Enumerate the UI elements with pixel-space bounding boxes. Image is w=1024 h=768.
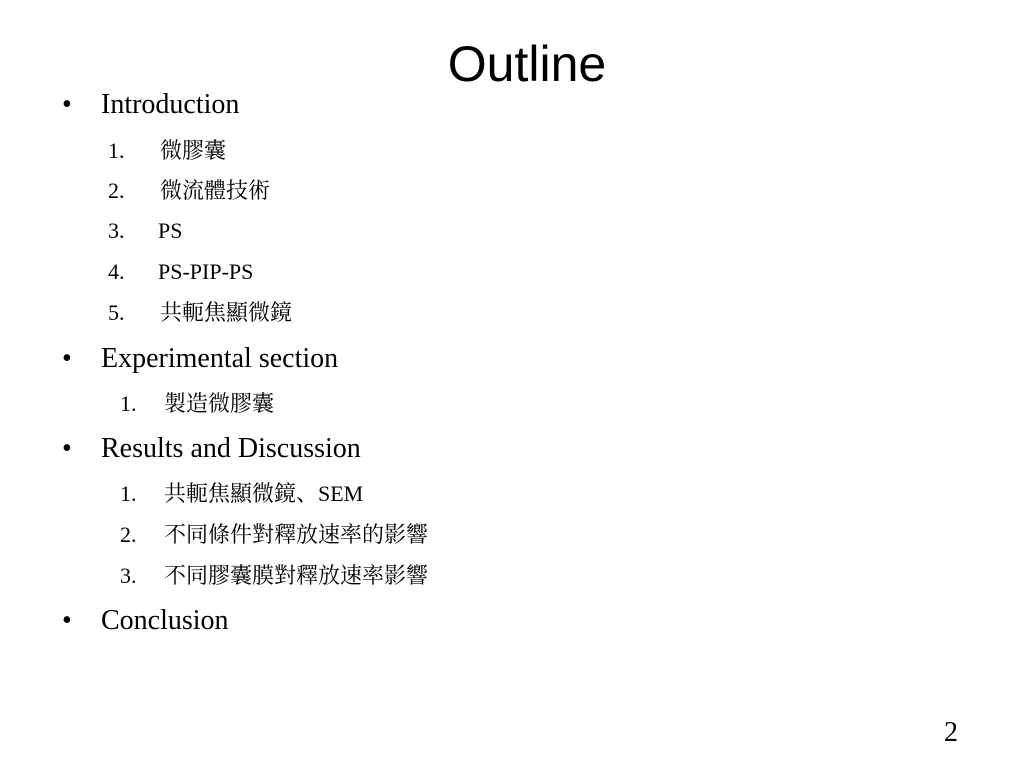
outline-subitem (120, 562, 428, 590)
outline-subitem (120, 390, 274, 418)
subitem-number: 5. (108, 300, 125, 325)
outline-section-experimental (62, 342, 338, 376)
slide-title: Outline (447, 36, 607, 92)
section-label: Conclusion (101, 605, 229, 636)
bullet-icon: • (62, 433, 72, 464)
bullet-icon: • (62, 605, 72, 636)
subitem-label: 不同條件對釋放速率的影響 (164, 522, 429, 547)
subitem-label: 製造微膠囊 (164, 391, 275, 416)
section-label: Results and Discussion (101, 433, 361, 464)
subitem-label: 共軛焦顯微鏡、SEM (164, 481, 364, 506)
outline-subitem (108, 217, 182, 245)
outline-section-conclusion (62, 604, 229, 638)
subitem-number: 1. (108, 138, 125, 163)
subitem-label: PS-PIP-PS (158, 259, 254, 284)
section-label: Experimental section (101, 343, 339, 374)
outline-subitem (120, 521, 428, 549)
subitem-label: 共軛焦顯微鏡 (160, 300, 293, 325)
subitem-label: PS (158, 218, 183, 243)
outline-subitem (108, 299, 292, 327)
outline-subitem (120, 480, 363, 508)
outline-section-introduction (62, 88, 239, 122)
subitem-label: 微膠囊 (160, 138, 227, 163)
subitem-number: 2. (108, 178, 125, 203)
subitem-label: 不同膠囊膜對釋放速率影響 (164, 563, 429, 588)
outline-subitem (108, 177, 270, 205)
subitem-number: 3. (120, 563, 137, 588)
subitem-number: 1. (120, 481, 137, 506)
outline-subitem (108, 137, 226, 165)
bullet-icon: • (62, 89, 72, 120)
subitem-number: 1. (120, 391, 137, 416)
outline-subitem (108, 258, 253, 286)
subitem-label: 微流體技術 (160, 178, 271, 203)
section-label: Introduction (101, 89, 240, 120)
outline-section-results (62, 432, 361, 466)
subitem-number: 2. (120, 522, 137, 547)
bullet-icon: • (62, 343, 72, 374)
subitem-number: 3. (108, 218, 125, 243)
subitem-number: 4. (108, 259, 125, 284)
page-number: 2 (944, 717, 958, 748)
